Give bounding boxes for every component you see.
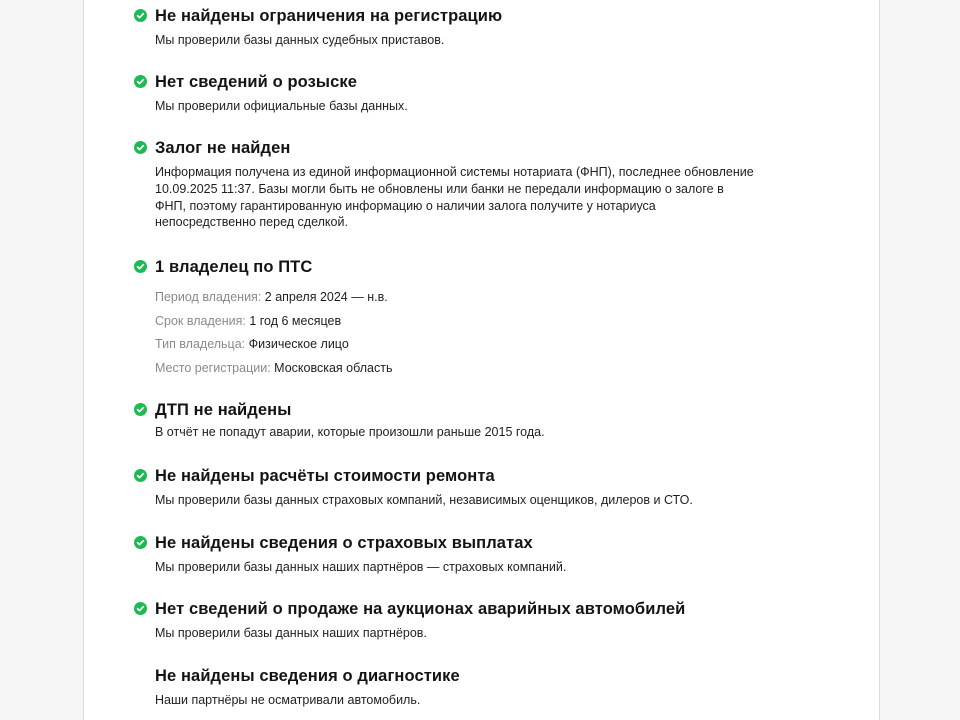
item-title: Нет сведений о продаже на аукционах аварийных автомобилей bbox=[155, 600, 686, 618]
detail-label: Место регистрации: bbox=[155, 361, 271, 376]
item-description: Мы проверили базы данных судебных приставов. bbox=[155, 33, 445, 47]
detail-value: Физическое лицо bbox=[248, 337, 349, 352]
item-description: В отчёт не попадут аварии, которые произошли раньше 2015 года. bbox=[155, 425, 545, 439]
report-item-accidents bbox=[134, 399, 859, 441]
item-title: Не найдены расчёты стоимости ремонта bbox=[155, 467, 495, 485]
owner-detail-duration bbox=[155, 310, 859, 334]
check-circle-icon bbox=[134, 75, 147, 88]
item-title: Залог не найден bbox=[155, 139, 291, 157]
detail-value: 2 апреля 2024 — н.в. bbox=[264, 290, 388, 304]
item-title: Нет сведений о розыске bbox=[155, 73, 358, 91]
item-title: Не найдены ограничения на регистрацию bbox=[155, 7, 503, 25]
detail-label: Период владения: bbox=[155, 290, 262, 304]
check-circle-icon bbox=[134, 602, 147, 615]
report-item-salvage-auctions bbox=[134, 598, 859, 642]
item-title: Не найдены сведения о диагностике bbox=[155, 667, 460, 685]
report-item-owners bbox=[134, 256, 859, 381]
report-item-wanted bbox=[134, 71, 859, 115]
owner-details bbox=[134, 286, 859, 381]
report-item-insurance-payouts bbox=[134, 532, 859, 576]
item-title: ДТП не найдены bbox=[155, 401, 292, 419]
check-circle-icon bbox=[134, 536, 147, 549]
check-circle-icon bbox=[134, 469, 147, 482]
check-circle-icon bbox=[134, 260, 147, 273]
detail-label: Срок владения: bbox=[155, 313, 246, 328]
check-circle-icon bbox=[134, 9, 147, 22]
item-description: Информация получена из единой информационной системы нотариата (ФНП), последнее обновление 10.09.2025 11:37. Базы могли быть не обновлены или банки не передали информацию о залоге в ФНП, поэтому гарантированную информацию о наличии залога получите у нотариуса непосредственно перед сделкой. bbox=[155, 165, 754, 230]
check-circle-icon bbox=[134, 141, 147, 154]
report-card bbox=[83, 0, 880, 720]
item-description: Мы проверили официальные базы данных. bbox=[155, 99, 408, 113]
item-title: 1 владелец по ПТС bbox=[155, 258, 313, 276]
check-circle-icon bbox=[134, 403, 147, 416]
owner-detail-region bbox=[155, 357, 859, 381]
detail-value: Московская область bbox=[274, 361, 393, 376]
owner-detail-type bbox=[155, 333, 859, 357]
report-item-pledge bbox=[134, 137, 859, 231]
item-description: Наши партнёры не осматривали автомобиль. bbox=[155, 693, 421, 707]
owner-detail-period bbox=[155, 286, 859, 310]
item-description: Мы проверили базы данных наших партнёров. bbox=[155, 626, 427, 640]
item-description: Мы проверили базы данных страховых компаний, независимых оценщиков, дилеров и СТО. bbox=[155, 493, 693, 507]
report-item-repair-estimates bbox=[134, 465, 859, 509]
item-description: Мы проверили базы данных наших партнёров — страховых компаний. bbox=[155, 560, 567, 574]
detail-label: Тип владельца: bbox=[155, 337, 246, 352]
report-item-diagnostics bbox=[134, 665, 859, 709]
item-title: Не найдены сведения о страховых выплатах bbox=[155, 534, 533, 552]
detail-value: 1 год 6 месяцев bbox=[249, 313, 342, 328]
report-item-registration-restrictions bbox=[134, 5, 859, 49]
